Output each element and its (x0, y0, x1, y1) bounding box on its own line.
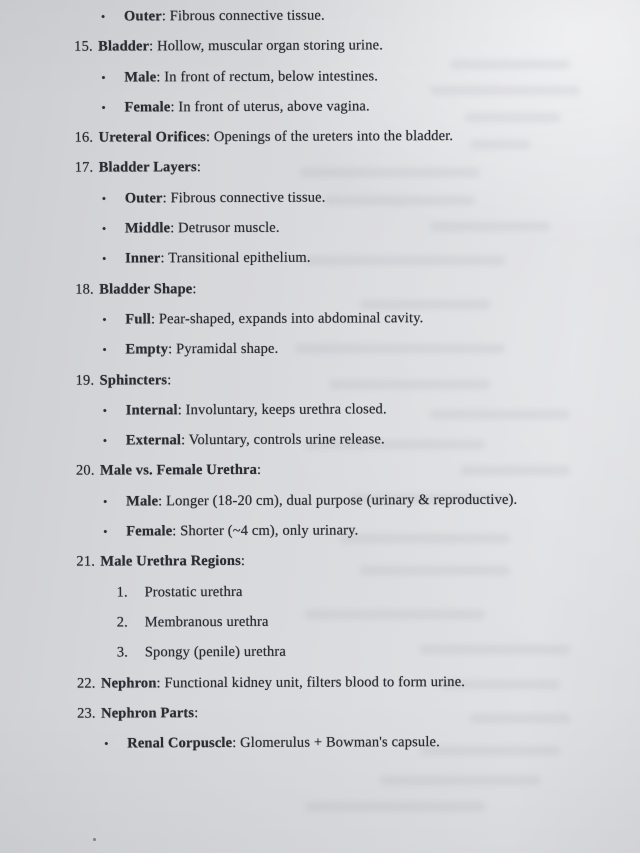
definition-text: : Functional kidney unit, filters blood to form urine. (156, 673, 466, 691)
term-label: Bladder Layers (98, 159, 197, 177)
term-label: Renal Corpuscle (127, 735, 233, 752)
sub-numbered-item (3, 612, 640, 632)
term-label: Male (126, 493, 159, 510)
bullet-list-item (0, 67, 640, 87)
term-label: Nephron (100, 674, 157, 692)
bullet-marker: • (103, 524, 108, 539)
definition-text: Membranous urethra (144, 613, 269, 631)
definition-text: : In front of uterus, above vagina. (170, 98, 370, 116)
numbered-item (1, 158, 640, 178)
term-label: Inner (125, 250, 161, 267)
term-label: Ureteral Orifices (98, 129, 206, 146)
term-label: Outer (124, 190, 163, 207)
bullet-list-item (2, 521, 640, 541)
bleed-through-smudge (305, 802, 485, 811)
item-number: 20. (75, 463, 95, 480)
definition-text: : Detrusor muscle. (170, 219, 280, 237)
definition-text: : (167, 371, 172, 388)
bullet-list-item (1, 188, 640, 208)
bullet-list-item (0, 6, 640, 26)
term-label: Male (124, 68, 157, 86)
item-number: 3. (116, 644, 129, 661)
bullet-marker: • (102, 403, 108, 418)
numbered-item (2, 461, 640, 481)
item-number: 17. (74, 160, 94, 177)
definition-text: : Pear-shaped, expands into abdominal cavity. (150, 310, 424, 328)
stray-mark (93, 838, 96, 841)
item-number: 18. (75, 281, 94, 298)
item-number: 16. (74, 129, 94, 146)
bullet-list-item (1, 249, 640, 269)
definition-text: : In front of rectum, below intestines. (156, 67, 379, 85)
term-label: Nephron Parts (101, 704, 195, 722)
definition-text: : Transitional epithelium. (160, 250, 311, 267)
item-number: 1. (116, 584, 128, 601)
numbered-item (2, 370, 640, 390)
item-number: 23. (77, 705, 96, 722)
definition-text: : Glomerulus + Bowman's capsule. (232, 734, 440, 752)
item-number: 19. (75, 372, 95, 389)
definition-text: : (196, 159, 202, 176)
item-number: 22. (76, 675, 96, 692)
term-label: Bladder (98, 38, 150, 55)
numbered-item (0, 37, 640, 57)
definition-text: : Fibrous connective tissue. (161, 7, 325, 25)
definition-text: Prostatic urethra (144, 583, 243, 601)
bullet-list-item (2, 400, 640, 420)
term-label: Bladder Shape (99, 280, 193, 298)
definition-text: : Involuntary, keeps urethra closed. (177, 401, 387, 419)
definition-text: : Voluntary, controls urine release. (181, 431, 385, 449)
term-label: External (125, 432, 182, 449)
bullet-marker: • (102, 342, 107, 357)
term-label: Male Urethra Regions (100, 553, 241, 570)
bullet-marker: • (102, 251, 107, 266)
bullet-list-item (0, 97, 640, 117)
bleed-through-smudge (380, 776, 540, 785)
numbered-item (3, 703, 640, 723)
bullet-marker: • (102, 433, 108, 448)
bullet-marker: • (104, 736, 109, 751)
definition-text: : Fibrous connective tissue. (162, 189, 326, 207)
notes-list (0, 6, 640, 766)
bullet-marker: • (103, 494, 108, 509)
definition-text: : Hollow, muscular organ storing urine. (149, 37, 383, 55)
definition-text: : Longer (18-20 cm), dual purpose (urinary & reproductive). (158, 491, 518, 510)
bullet-marker: • (101, 70, 106, 85)
bullet-list-item (1, 339, 640, 359)
term-label: Female (126, 523, 173, 540)
numbered-item (2, 552, 640, 572)
item-number: 15. (74, 38, 93, 55)
bullet-marker: • (101, 191, 107, 206)
definition-text: : (194, 704, 199, 721)
bullet-marker: • (102, 312, 107, 327)
term-label: Female (124, 99, 171, 116)
term-label: Male vs. Female Urethra (99, 462, 258, 480)
term-label: Full (125, 311, 151, 328)
numbered-item (3, 673, 640, 693)
definition-text: : Pyramidal shape. (168, 341, 279, 358)
definition-text: Spongy (penile) urethra (144, 643, 287, 661)
numbered-item (1, 127, 640, 147)
bullet-marker: • (101, 221, 107, 236)
sub-numbered-item (3, 582, 640, 602)
term-label: Middle (124, 220, 171, 237)
definition-text: : (192, 280, 197, 297)
term-label: Sphincters (99, 371, 168, 389)
term-label: Empty (125, 341, 169, 358)
bullet-list-item (1, 309, 640, 329)
bullet-list-item (2, 430, 640, 450)
bullet-list-item (2, 491, 640, 511)
definition-text: : (240, 553, 246, 570)
sub-numbered-item (3, 642, 640, 662)
item-number: 2. (116, 614, 128, 631)
definition-text: : Shorter (~4 cm), only urinary. (172, 522, 359, 540)
bullet-list-item (3, 733, 640, 753)
bullet-list-item (1, 218, 640, 238)
definition-text: : Openings of the ureters into the bladder. (205, 128, 454, 146)
definition-text: : (256, 462, 262, 479)
term-label: Internal (125, 402, 178, 419)
bullet-marker: • (101, 9, 106, 24)
numbered-item (1, 279, 640, 299)
item-number: 21. (76, 553, 96, 571)
bullet-marker: • (101, 100, 106, 115)
term-label: Outer (123, 8, 162, 25)
